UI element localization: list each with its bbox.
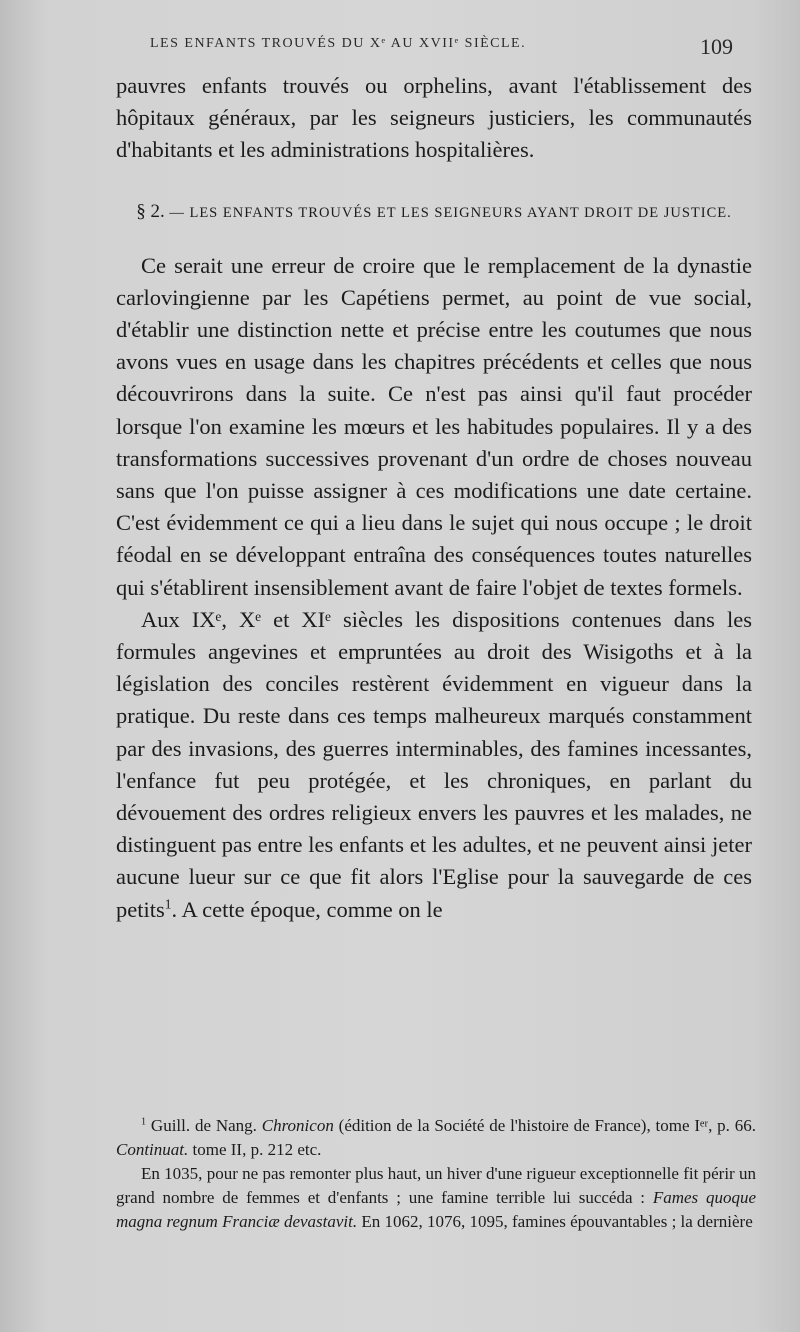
footnote-1-continued [116, 1162, 756, 1234]
latin-quote: Fames quoque magna regnum Franciæ devastavit. [116, 1188, 756, 1231]
paragraph-2-tail: . A cette époque, comme on le [171, 896, 443, 922]
page-number: 109 [700, 34, 733, 59]
paragraph-2-text: siècles les dispositions contenues dans les formules angevines et empruntées au droit des Wisigoths et à la législation des conciles restèrent évidemment en vigueur dans la pratique. Du reste dans ces temps malheureux marqués constamment par des invasions, des guerres interminables, des famines incessantes, l'enfance fut peu protégée, et les chroniques, en parlant du dévouement des ordres religieux envers les pauvres et les malades, ne distinguent pas entre les enfants et les adultes, et ne peuvent ainsi jeter aucune lueur sur ce que fit alors l'Eglise pour la sauvegarde de ces petits [116, 606, 753, 922]
footnote-1-text-a: Guill. de Nang. [146, 1116, 262, 1135]
section-title: — LES ENFANTS TROUVÉS ET LES SEIGNEURS AYANT DROIT DE JUSTICE. [169, 204, 732, 221]
footnote-mark: 1 [141, 1116, 147, 1128]
section-heading [116, 197, 752, 228]
footnote-ref-1: 1 [164, 896, 172, 912]
main-text [116, 70, 752, 926]
footnote-1 [116, 1114, 756, 1162]
continuat-title: Continuat. [116, 1140, 189, 1159]
paragraph-continued: pauvres enfants trouvés ou orphelins, avant l'établissement des hôpitaux généraux, par les seigneurs justiciers, les communautés d'habitants et les administrations hospitalières. [116, 73, 752, 163]
paragraph-2 [116, 604, 752, 926]
footnote-1-text-c: tome II, p. 212 etc. [188, 1140, 322, 1159]
footnote-1-text-b: (édition de la Société de l'histoire de France), tome Iᵉʳ, p. 66. [333, 1116, 756, 1135]
footnotes [116, 1114, 756, 1234]
century-x-xi: Xᵉ et XIᵉ [239, 606, 331, 632]
section-number: § 2. [136, 200, 165, 222]
chronicon-title: Chronicon [261, 1116, 334, 1135]
paragraph-1: Ce serait une erreur de croire que le remplacement de la dynastie carlovingienne par les Capétiens permet, au point de vue social, d'établir une distinction nette et précise entre les coutumes que nous avons vues en usage dans les chapitres précédents et celles que nous découvrirons dans la suite. Ce n'est pas ainsi qu'il faut procéder lorsque l'on examine les mœurs et les habitudes populaires. Il y a des transformations successives provenant d'un ordre de choses nouveau sans que l'on puisse assigner à ces modifications une date certaine. C'est évidemment ce qui a lieu dans le sujet qui nous occupe ; le droit féodal en se développant entraîna des conséquences toutes naturelles qui s'établirent insensiblement avant de faire l'objet de textes formels. [116, 252, 752, 600]
footnote-2-text-a: En 1035, pour ne pas remonter plus haut, un hiver d'une rigueur exceptionnelle fit périr un grand nombre de femmes et d'enfants ; une famine terrible lui succéda : [116, 1164, 756, 1207]
century-ix: Aux IXᵉ, [141, 606, 240, 632]
footnote-2-text-b: En 1062, 1076, 1095, famines épouvantables ; la dernière [357, 1212, 753, 1231]
running-header: LES ENFANTS TROUVÉS DU Xᵉ AU XVIIᵉ SIÈCLE. [150, 36, 527, 51]
